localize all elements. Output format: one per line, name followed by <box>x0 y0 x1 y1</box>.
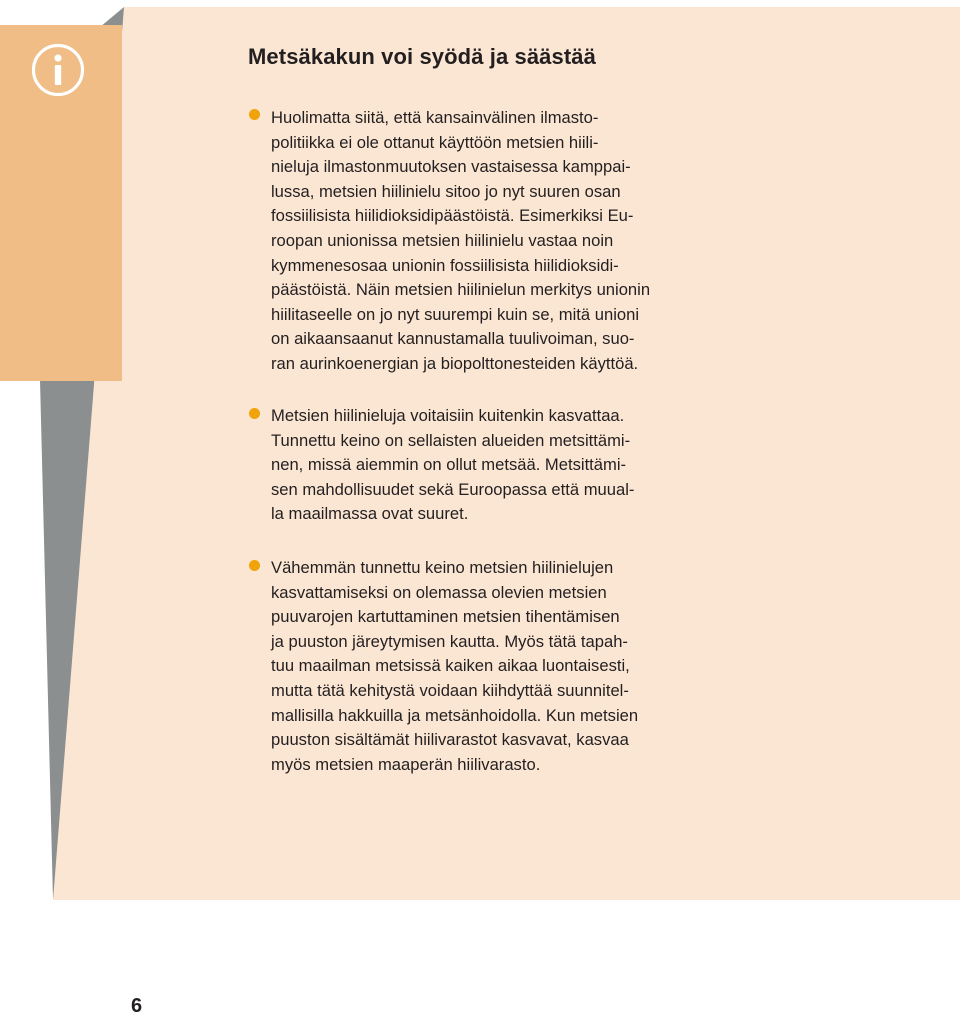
text-line: sen mahdollisuudet sekä Euroopassa että muual- <box>271 479 635 499</box>
text-line: myös metsien maaperän hiilivarasto. <box>271 754 541 774</box>
text-line: Huolimatta siitä, että kansainvälinen ilmasto- <box>271 108 599 127</box>
text-line: Metsien hiilinieluja voitaisiin kuitenkin kasvattaa. <box>271 406 625 425</box>
text-line: ja puuston järeytymisen kautta. Myös tätä tapah- <box>271 631 628 651</box>
text-line: puuston sisältämät hiilivarastot kasvavat, kasvaa <box>271 730 629 750</box>
info-icon <box>30 42 86 98</box>
text-line: nieluja ilmastonmuutoksen vastaisessa kamppai- <box>271 157 631 177</box>
text-line: mallisilla hakkuilla ja metsänhoidolla. Kun metsien <box>271 705 639 725</box>
text-line: lussa, metsien hiilinielu sitoo jo nyt suuren osan <box>271 181 621 201</box>
bullet-marker <box>249 408 260 419</box>
text-line: mutta tätä kehitystä voidaan kiihdyttää suunnitel- <box>271 680 629 700</box>
text-line: on aikaansaanut kannustamalla tuulivoiman, suo- <box>271 329 635 349</box>
text-line: ran aurinkoenergian ja biopolttonesteiden käyttöä. <box>271 353 639 373</box>
text-line: kymmenesosaa unionin fossiilisista hiilidioksidi- <box>271 255 619 275</box>
text-line: politiikka ei ole ottanut käyttöön metsien hiili- <box>271 132 599 152</box>
text-line: Tunnettu keino on sellaisten alueiden metsittämi- <box>271 430 631 450</box>
info-box-title: Metsäkakun voi syödä ja säästää <box>248 44 596 69</box>
text-line: hiilitaseelle on jo nyt suurempi kuin se, mitä unioni <box>271 304 640 324</box>
bullet-paragraph <box>271 106 650 377</box>
text-line: roopan unionissa metsien hiilinielu vastaa noin <box>271 230 614 250</box>
text-line: tuu maailman metsissä kaiken aikaa luontaisesti, <box>271 656 630 676</box>
bullet-marker <box>249 560 260 571</box>
text-line: puuvarojen kartuttaminen metsien tihentämisen <box>271 607 620 627</box>
text-line: nen, missä aiemmin on ollut metsää. Metsittämi- <box>271 455 627 475</box>
bullet-paragraph <box>271 556 638 777</box>
text-line: kasvattamiseksi on olemassa olevien metsien <box>271 582 607 602</box>
bullet-marker <box>249 109 260 120</box>
page-number: 6 <box>131 995 143 1017</box>
text-line: fossiilisista hiilidioksidipäästöistä. Esimerkiksi Eu- <box>271 206 634 226</box>
text-line: Vähemmän tunnettu keino metsien hiilinielujen <box>271 558 614 577</box>
text-line: la maailmassa ovat suuret. <box>271 504 469 524</box>
text-line: päästöistä. Näin metsien hiilinielun merkitys unionin <box>271 280 651 300</box>
bullet-paragraph <box>271 404 634 527</box>
